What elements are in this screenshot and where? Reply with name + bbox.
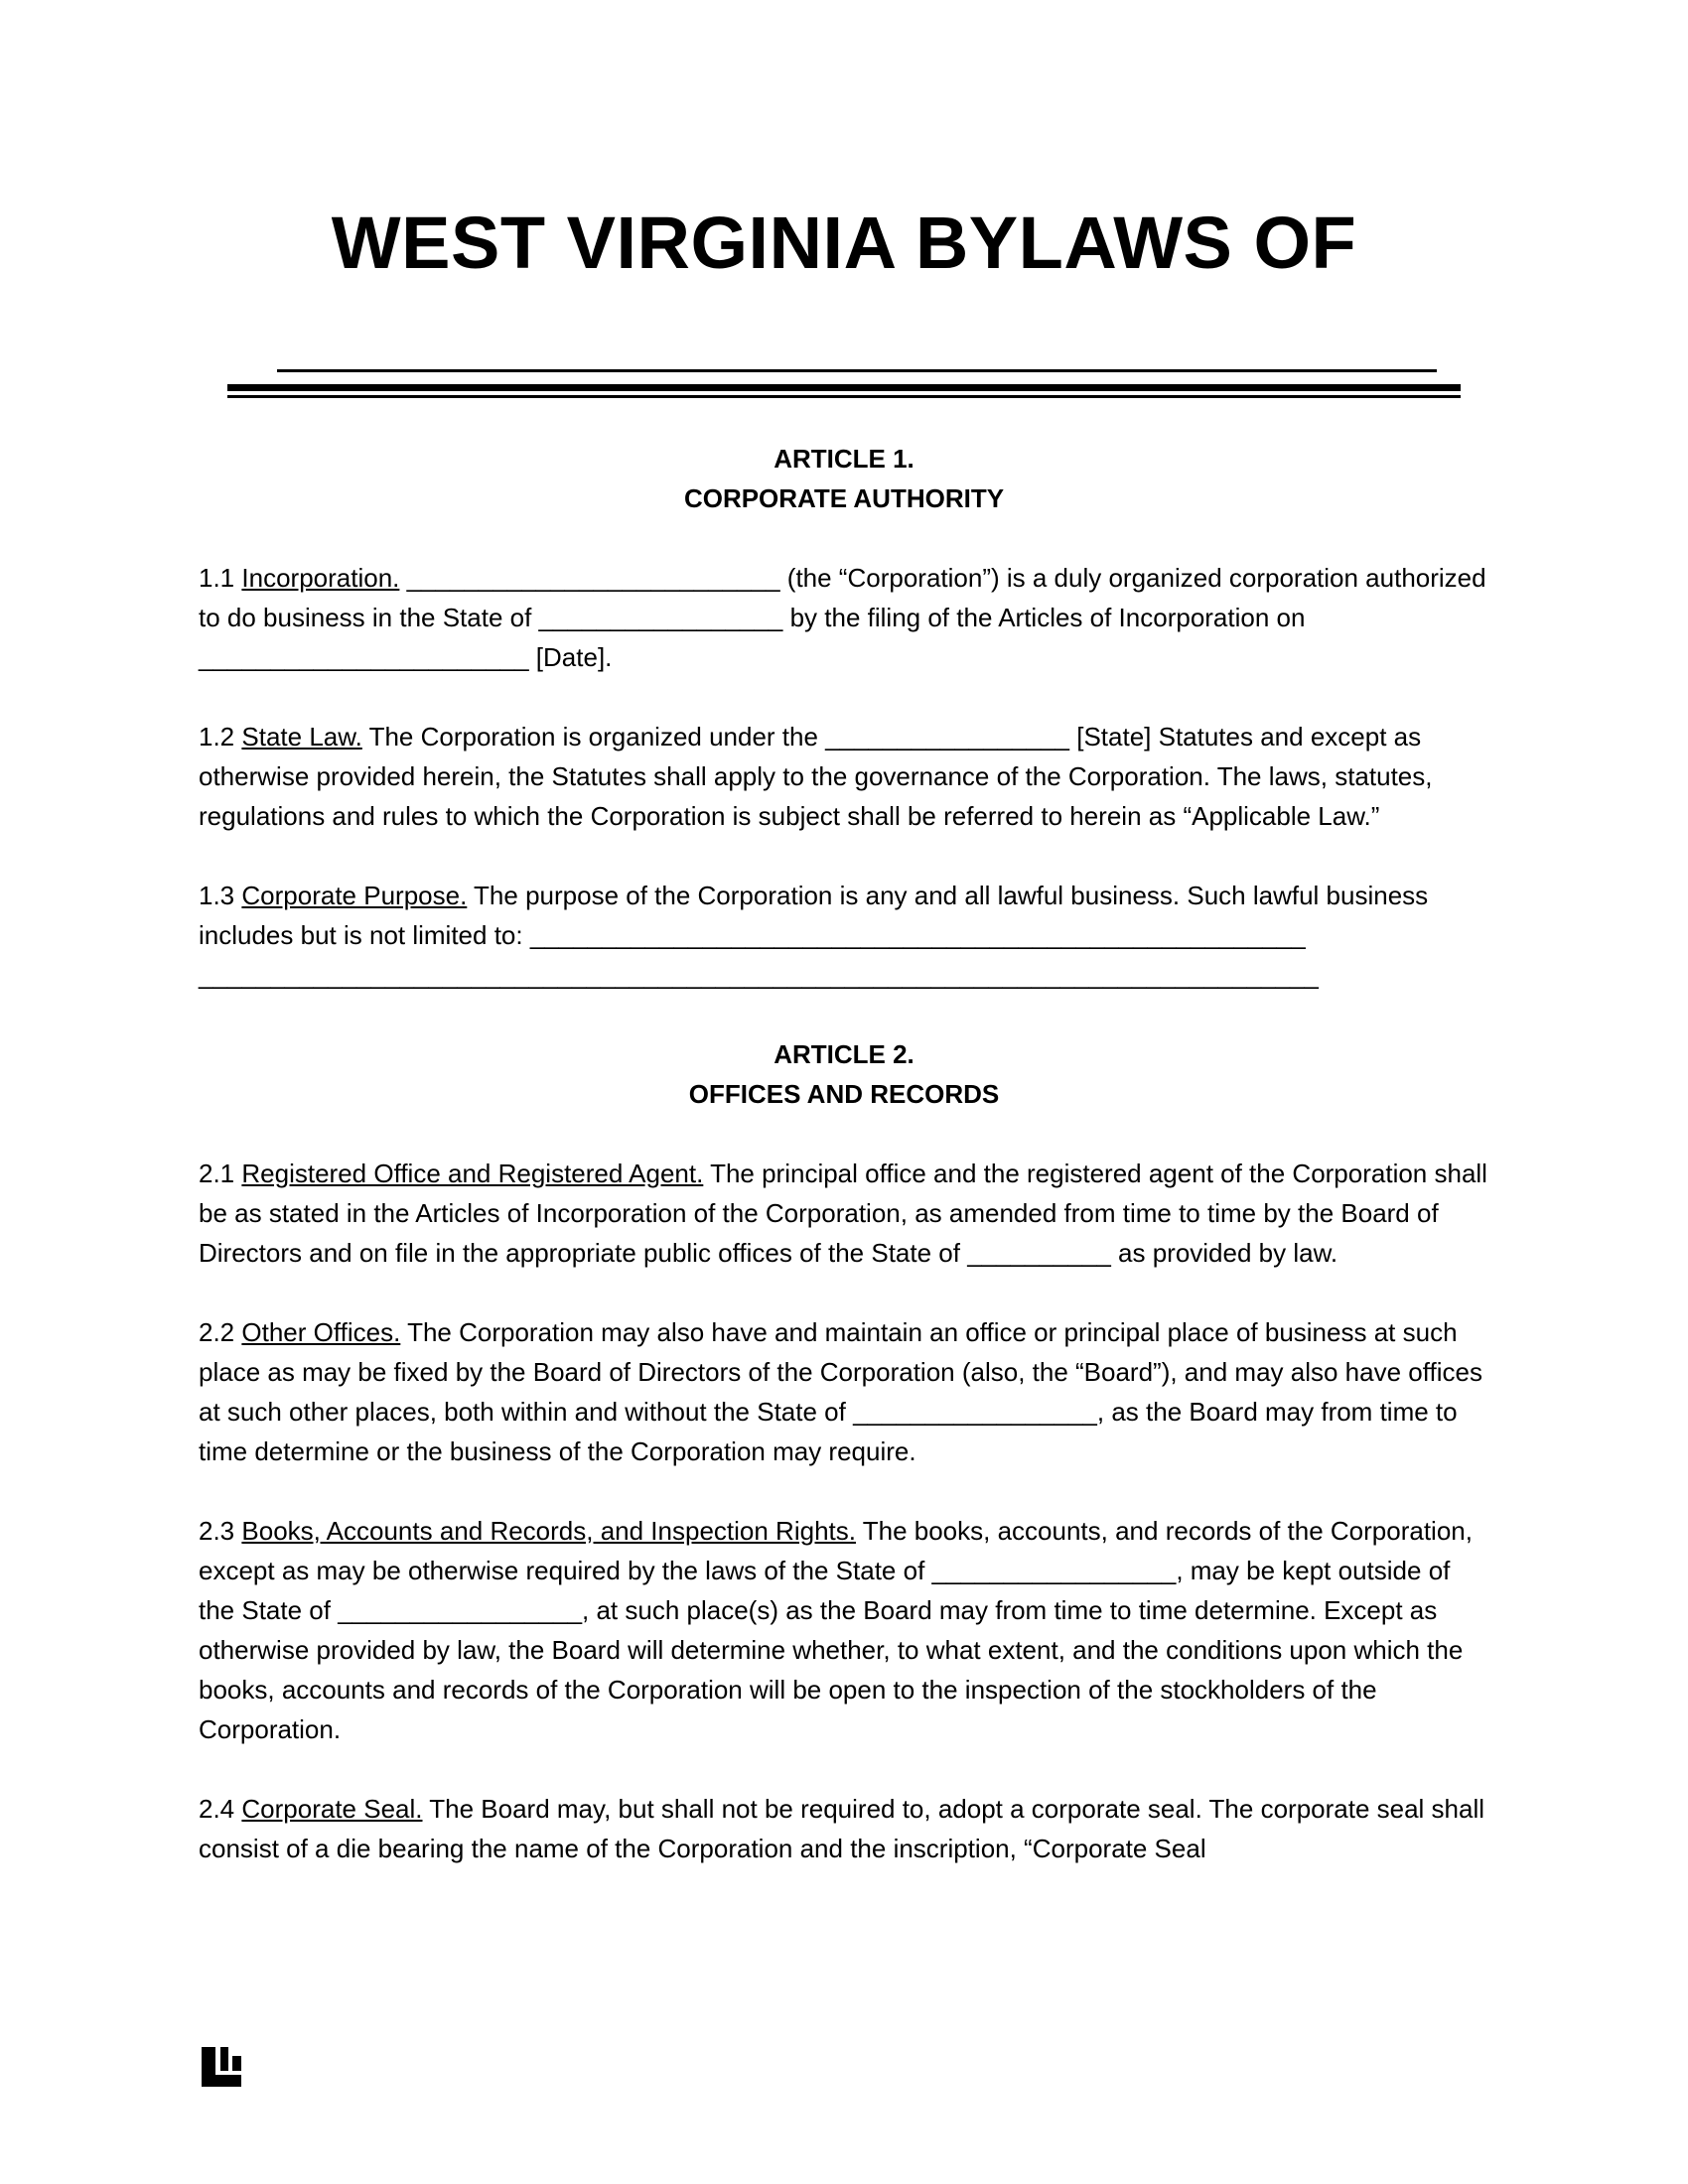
section-1-3 (199, 876, 1489, 995)
section-number: 2.4 (199, 1794, 235, 1824)
section-heading: Other Offices. (241, 1317, 401, 1347)
section-number: 1.1 (199, 563, 235, 593)
section-text: The Corporation is organized under the _________________ [State] Statutes and except as otherwise provided herein, the Statutes shall apply to the governance of the Corporation. The laws, statutes, regulations and rules to which the Corporation is subject shall be referred to herein as “Applicable Law.” (199, 722, 1433, 831)
article-name: CORPORATE AUTHORITY (683, 483, 1005, 513)
section-number: 1.2 (199, 722, 235, 751)
section-heading: Registered Office and Registered Agent. (241, 1159, 704, 1188)
section-2-3 (199, 1511, 1489, 1749)
title-divider-thin (227, 395, 1461, 398)
section-text: The Board may, but shall not be required to, adopt a corporate seal. The corporate seal shall consist of a die bearing the name of the Corporation and the inscription, “Corporate Seal (199, 1794, 1485, 1863)
section-number: 2.3 (199, 1516, 235, 1546)
article-2-heading (199, 1034, 1489, 1114)
purpose-blank-line[interactable]: ______________________________________________________________________________ (199, 960, 1319, 990)
section-heading: Books, Accounts and Records, and Inspection Rights. (241, 1516, 856, 1546)
document-body (199, 439, 1489, 1868)
section-heading: Corporate Seal. (241, 1794, 423, 1824)
lawdistrict-l-logo-icon (202, 2047, 241, 2087)
section-number: 2.1 (199, 1159, 235, 1188)
section-text: The principal office and the registered agent of the Corporation shall be as stated in the Articles of Incorporation of the Corporation, as amended from time to time by the Board of Directors and on file in the appropriate public offices of the State of __________ as provided by law. (199, 1159, 1487, 1268)
section-number: 1.3 (199, 881, 235, 910)
article-number: ARTICLE 1. (774, 444, 914, 474)
section-heading: Incorporation. (241, 563, 400, 593)
article-number: ARTICLE 2. (774, 1039, 914, 1069)
section-heading: State Law. (241, 722, 362, 751)
section-1-2 (199, 717, 1489, 836)
title-divider-thick (227, 384, 1461, 391)
title-blank-line[interactable] (277, 369, 1437, 372)
section-text: The books, accounts, and records of the Corporation, except as may be otherwise required by the laws of the State of _________________, may be kept outside of the State of _________________, at such place(s) as the Board may from time to time determine. Except as otherwise provided by law, the Board will determine whether, to what extent, and the conditions upon which the books, accounts and records of the Corporation will be open to the inspection of the stockholders of the Corporation. (199, 1516, 1473, 1744)
document-title: WEST VIRGINIA BYLAWS OF (331, 202, 1357, 284)
section-text: The Corporation may also have and maintain an office or principal place of business at such place as may be fixed by the Board of Directors of the Corporation (also, the “Board”), and may also have offices at such other places, both within and without the State of _________________, as the Board may from time to time determine or the business of the Corporation may require. (199, 1317, 1482, 1466)
section-text: The purpose of the Corporation is any and all lawful business. Such lawful business includes but is not limited to: ______________________________________________________ (199, 881, 1429, 950)
section-number: 2.2 (199, 1317, 235, 1347)
section-2-1 (199, 1154, 1489, 1273)
article-name: OFFICES AND RECORDS (688, 1079, 1000, 1109)
article-1-heading (199, 439, 1489, 518)
section-text: __________________________ (the “Corporation”) is a duly organized corporation authorized to do business in the State of _________________ by the filing of the Articles of Incorporation on _______________________ [Date]. (199, 563, 1486, 672)
section-2-4 (199, 1789, 1489, 1868)
section-2-2 (199, 1312, 1489, 1471)
section-heading: Corporate Purpose. (241, 881, 468, 910)
section-1-1 (199, 558, 1489, 677)
